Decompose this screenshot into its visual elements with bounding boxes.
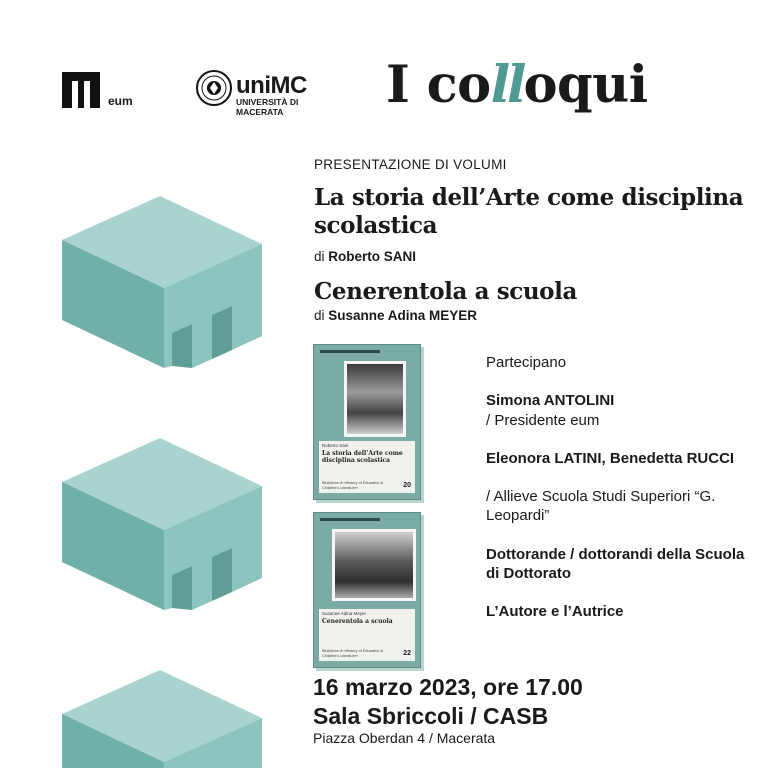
cover-panel [319,609,415,661]
unimc-subtitle: UNIVERSITÀ DI MACERATA [236,97,299,117]
participant-group: Dottorande / dottorandi della Scuola di Dottorato [486,546,745,582]
series-title-mark: ll [490,55,524,115]
teal-m-block-icon [62,438,266,612]
participant-role: / Allieve Scuola Studi Superiori “G. Leopardi” [486,488,716,524]
cover-photo [344,361,406,437]
participant-name: Simona ANTOLINI [486,392,615,409]
cover-publisher-bar [320,518,380,521]
eum-logo [62,72,162,112]
book1-author: Roberto SANI [328,249,417,264]
event-type: PRESENTAZIONE DI VOLUMI [314,157,507,172]
participant-names: Eleonora LATINI, Benedetta RUCCI [486,450,735,467]
teal-m-block-icon [62,670,266,768]
book1-title: La storia dell’Arte come disciplina scolastica [314,184,744,239]
event-date: 16 marzo 2023, ore 17.00 [313,674,583,700]
cover-series: Biblioteca di «History of Education & Children’s Literature» [322,649,384,658]
cover-series: Biblioteca di «History of Education & Children’s Literature» [322,481,384,490]
eum-label: eum [108,94,133,108]
book2-author-line [314,308,477,323]
cover-photo [332,529,416,601]
cover-number: 20 [403,482,411,489]
event-venue: Sala Sbriccoli / CASB [313,703,549,729]
participant-role: / Presidente eum [486,412,600,429]
book2-author: Susanne Adina MEYER [328,308,478,323]
series-title-part2: oqui [523,55,648,115]
author-prefix: di [314,249,329,264]
cover-publisher-bar [320,350,380,353]
event-address: Piazza Oberdan 4 / Macerata [313,730,496,746]
participant-authors: L’Autore e l’Autrice [486,603,624,620]
cover-author: Roberto Sani [322,443,349,448]
author-prefix: di [314,308,329,323]
unimc-logo [196,70,346,117]
participants-label: Partecipano [486,354,567,371]
book2-title: Cenerentola a scuola [314,278,577,305]
series-title [386,55,648,115]
cover-title: La storia dell’Arte come disciplina scolastica [322,450,403,464]
cover-title: Cenerentola a scuola [322,618,393,625]
eum-mark-icon [62,72,100,108]
cover-panel [319,441,415,493]
cover-author: Susanne Adina Meyer [322,611,367,616]
cover-number: 22 [403,650,411,657]
unimc-name: uniMC [236,72,307,99]
book1-author-line [314,249,416,264]
series-title-part1: I co [386,55,491,115]
university-seal-icon [196,70,232,106]
book-cover-1 [313,344,421,500]
book-cover-2 [313,512,421,668]
teal-m-block-icon [62,196,266,370]
